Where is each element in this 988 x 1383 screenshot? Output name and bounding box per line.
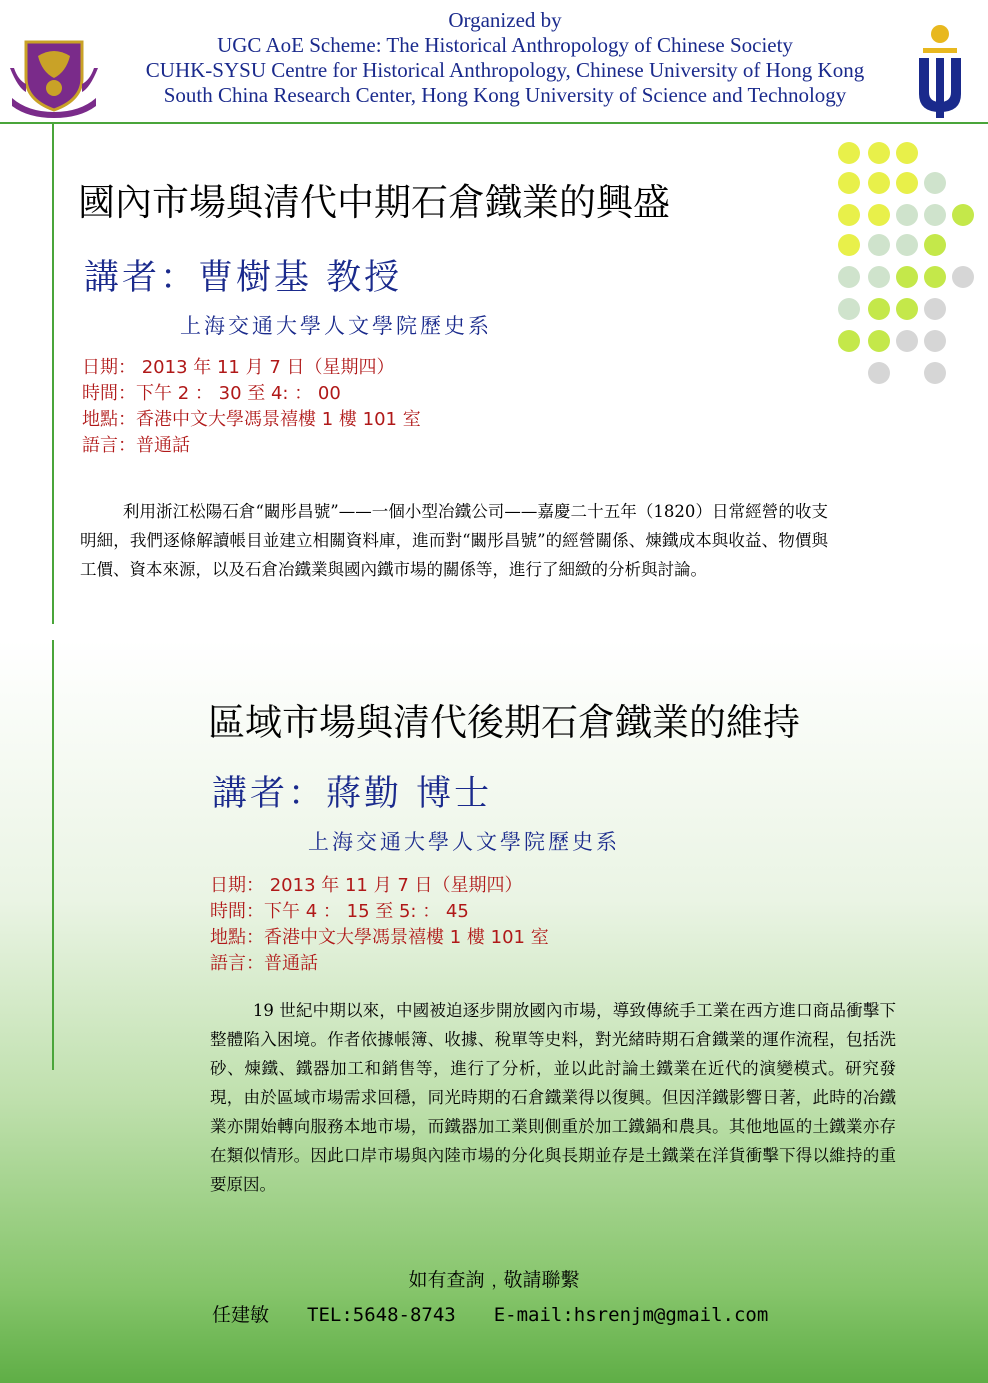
- organizer-line-3: South China Research Center, Hong Kong University of Science and Technology: [163, 83, 847, 107]
- header-rule: [0, 122, 988, 124]
- talk1-venue: 地點：香港中文大學馮景禧樓 1 樓 101 室: [82, 409, 421, 430]
- dot: [868, 234, 890, 256]
- talk1-language: 語言：普通話: [82, 435, 190, 456]
- talk1-title: 國內市場與清代中期石倉鐵業的興盛: [78, 181, 670, 224]
- organized-by-label: Organized by: [448, 8, 562, 32]
- dot: [924, 234, 946, 256]
- talk1-time: 時間：下午 2 ： 30 至 4: ： 00: [82, 383, 341, 404]
- dot: [924, 362, 946, 384]
- dot: [924, 266, 946, 288]
- dot: [838, 266, 860, 288]
- dot: [868, 362, 890, 384]
- cuhk-crest-icon: [8, 38, 100, 118]
- talk1-abstract: 利用浙江松陽石倉“闞彤昌號”——一個小型冶鐵公司——嘉慶二十五年（1820）日常經營的收支明細，我們逐條解讀帳目並建立相關資料庫，進而對“闞彤昌號”的經營關係、煉鐵成本與收益、物價與工價、資本來源，以及石倉冶鐵業與國內鐵市場的關係等，進行了細緻的分析與討論。: [80, 502, 828, 579]
- talk1-affiliation: 上海交通大學人文學院歷史系: [180, 314, 492, 338]
- dot: [896, 298, 918, 320]
- talk2-affiliation: 上海交通大學人文學院歷史系: [308, 830, 620, 854]
- dot: [868, 172, 890, 194]
- dot: [924, 330, 946, 352]
- dot: [868, 298, 890, 320]
- dot: [868, 330, 890, 352]
- dot: [952, 266, 974, 288]
- dot: [896, 330, 918, 352]
- talk2-info-block: [210, 873, 549, 977]
- dot: [868, 266, 890, 288]
- talk2-title: 區域市場與清代後期石倉鐵業的維持: [208, 701, 800, 744]
- dot: [896, 266, 918, 288]
- dot: [952, 204, 974, 226]
- contact-tel: TEL:5648-8743: [307, 1304, 456, 1326]
- talk2-abstract: 19 世紀中期以來，中國被迫逐步開放國內市場，導致傳統手工業在西方進口商品衝擊下整體陷入困境。作者依據帳簿、收據、稅單等史料，對光緒時期石倉鐵業的運作流程，包括洗砂、煉鐵、鐵器加工和銷售等，進行了分析，並以此討論土鐵業在近代的演變模式。研究發現，由於區域市場需求回穩，同光時期的石倉鐵業得以復興。但因洋鐵影響日著，此時的冶鐵業亦開始轉向服務本地市場，而鐵器加工業則側重於加工鐵鍋和農具。其他地區的土鐵業亦存在類似情形。因此口岸市場與內陸市場的分化與長期並存是土鐵業在洋貨衝擊下得以維持的重要原因。: [210, 1001, 896, 1194]
- left-rule-top: [52, 124, 54, 624]
- dot: [896, 142, 918, 164]
- dot: [838, 234, 860, 256]
- talk1-date: 日期： 2013 年 11 月 7 日（星期四）: [82, 357, 395, 378]
- organizer-line-1: UGC AoE Scheme: The Historical Anthropology of Chinese Society: [217, 33, 793, 57]
- contact-email: E-mail:hsrenjm@gmail.com: [493, 1304, 769, 1326]
- talk2-speaker: 講者：蔣勤 博士: [212, 774, 493, 814]
- contact-name: 任建敏: [212, 1304, 270, 1326]
- dot: [838, 142, 860, 164]
- contact-line: [212, 1300, 806, 1327]
- dot: [924, 204, 946, 226]
- talk1-speaker: 講者：曹樹基 教授: [84, 258, 403, 298]
- dot: [896, 172, 918, 194]
- talk2-language: 語言：普通話: [210, 953, 318, 974]
- talk2-venue: 地點：香港中文大學馮景禧樓 1 樓 101 室: [210, 927, 549, 948]
- dot: [896, 204, 918, 226]
- hkust-logo-icon: [915, 22, 965, 120]
- organizer-line-2: CUHK-SYSU Centre for Historical Anthropology, Chinese University of Hong Kong: [145, 58, 865, 82]
- talk2-date: 日期： 2013 年 11 月 7 日（星期四）: [210, 875, 523, 896]
- talk2-time: 時間：下午 4 ： 15 至 5: ： 45: [210, 901, 469, 922]
- header-bar: [0, 0, 988, 125]
- dot: [868, 142, 890, 164]
- dot: [838, 172, 860, 194]
- dot: [838, 298, 860, 320]
- dot: [924, 298, 946, 320]
- dot: [838, 330, 860, 352]
- talk1-info-block: [82, 355, 421, 459]
- dot: [924, 172, 946, 194]
- dot: [868, 204, 890, 226]
- dot: [896, 234, 918, 256]
- contact-heading: 如有查詢﹐敬請聯繫: [408, 1269, 580, 1291]
- decorative-dot-grid: [834, 138, 974, 388]
- left-rule-bottom: [52, 640, 54, 1070]
- organizer-block: [110, 8, 900, 108]
- dot: [838, 204, 860, 226]
